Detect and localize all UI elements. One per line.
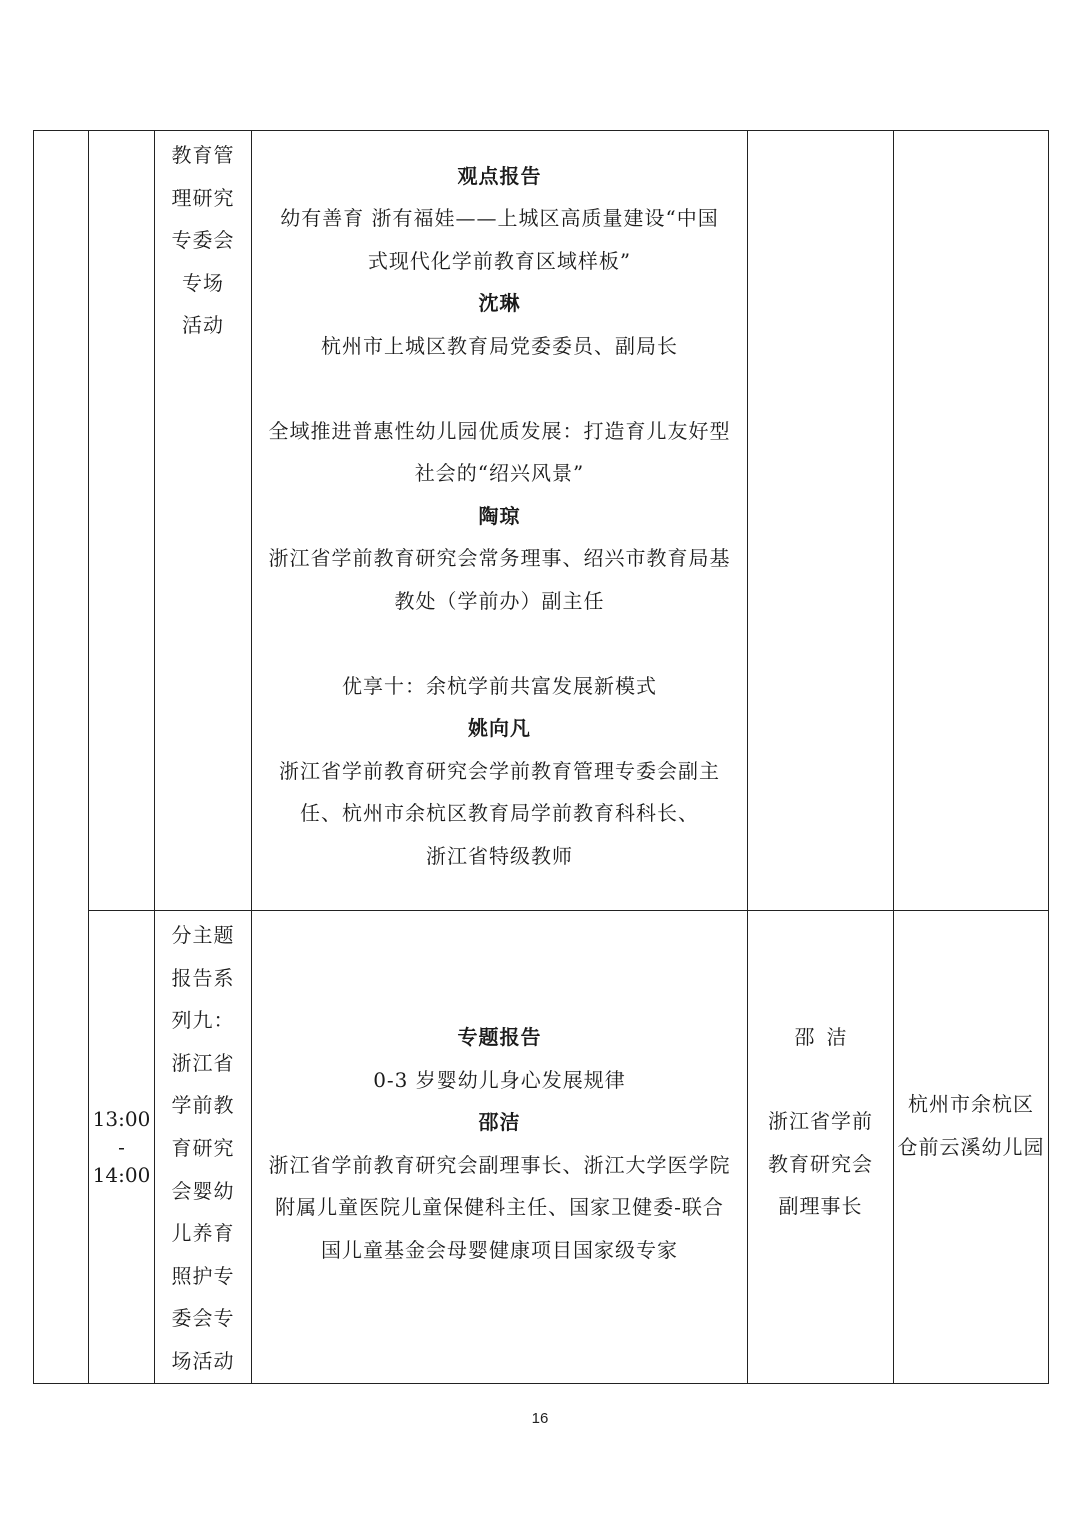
- content-cell: [252, 911, 748, 1384]
- speaker-name: 陶琼: [478, 503, 521, 528]
- host-title-line: 副理事长: [778, 1194, 863, 1219]
- speaker-position-line: 杭州市上城区教育局党委委员、副局长: [321, 333, 678, 358]
- time-separator: -: [118, 1134, 125, 1159]
- report-heading: 专题报告: [457, 1025, 542, 1050]
- topic-line: 学前教: [171, 1093, 235, 1118]
- time-cell: [89, 911, 155, 1384]
- topic-line: 浙江省: [171, 1050, 235, 1075]
- topic-line: 报告系: [171, 965, 235, 990]
- date-cell: [34, 131, 89, 1384]
- host-cell: [748, 131, 894, 911]
- topic-line: 照护专: [171, 1263, 235, 1288]
- time-start: 13:00: [92, 1106, 151, 1131]
- report-title-line: 式现代化学前教育区域样板”: [367, 248, 632, 273]
- report-title-line: 全域推进普惠性幼儿园优质发展：打造育儿友好型: [268, 418, 731, 443]
- venue-line: 杭州市余杭区: [908, 1092, 1034, 1117]
- speaker-name: 沈琳: [478, 291, 521, 316]
- topic-line: 会婴幼: [171, 1178, 235, 1203]
- topic-line: 专场: [182, 270, 224, 295]
- topic-line: 分主题: [171, 923, 235, 947]
- speaker-position-line: 浙江省学前教育研究会常务理事、绍兴市教育局基: [268, 546, 731, 571]
- report-title-line: 0-3 岁婴幼儿身心发展规律: [373, 1067, 626, 1092]
- speaker-position-line: 浙江省特级教师: [426, 843, 573, 868]
- topic-line: 理研究: [171, 185, 235, 210]
- topic-line: 活动: [182, 313, 224, 337]
- topic-cell: [155, 911, 252, 1384]
- host-cell: [748, 911, 894, 1384]
- report-title-line: 幼有善育 浙有福娃——上城区高质量建设“中国: [280, 206, 719, 231]
- host-name: 邵洁: [794, 1024, 859, 1049]
- topic-line: 教育管: [171, 143, 235, 167]
- table-row: [34, 911, 1049, 1384]
- speaker-position-line: 浙江省学前教育研究会学前教育管理专委会副主: [279, 758, 720, 783]
- speaker-position-line: 教处（学前办）副主任: [394, 588, 605, 613]
- schedule-table: [33, 130, 1049, 1384]
- topic-line: 委会专: [171, 1306, 235, 1331]
- venue-line: 仓前云溪幼儿园: [897, 1134, 1045, 1159]
- report-title-line: 优享十：余杭学前共富发展新模式: [342, 673, 657, 698]
- topic-line: 育研究: [171, 1135, 235, 1160]
- venue-cell: [894, 131, 1049, 911]
- speaker-name: 姚向凡: [468, 716, 531, 741]
- report-title-line: 社会的“绍兴风景”: [414, 461, 585, 486]
- page-number: 16: [531, 1410, 549, 1427]
- speaker-position-line: 浙江省学前教育研究会副理事长、浙江大学医学院: [268, 1152, 731, 1177]
- topic-line: 场活动: [171, 1348, 235, 1373]
- topic-line: 儿养育: [171, 1221, 235, 1246]
- topic-line: 列九：: [171, 1008, 235, 1033]
- content-cell: [252, 131, 748, 911]
- speaker-position-line: 国儿童基金会母婴健康项目国家级专家: [321, 1237, 678, 1262]
- topic-line: 专委会: [171, 228, 235, 252]
- venue-cell: [894, 911, 1049, 1384]
- host-title-line: 教育研究会: [768, 1151, 873, 1176]
- speaker-name: 邵洁: [478, 1110, 521, 1135]
- topic-cell: [155, 131, 252, 911]
- speaker-position-line: 附属儿童医院儿童保健科主任、国家卫健委-联合: [275, 1195, 724, 1220]
- table-row: [34, 131, 1049, 911]
- host-title-line: 浙江省学前: [768, 1109, 873, 1134]
- report-heading: 观点报告: [457, 163, 542, 188]
- time-end: 14:00: [92, 1162, 151, 1187]
- time-cell: [89, 131, 155, 911]
- speaker-position-line: 任、杭州市余杭区教育局学前教育科科长、: [300, 801, 699, 826]
